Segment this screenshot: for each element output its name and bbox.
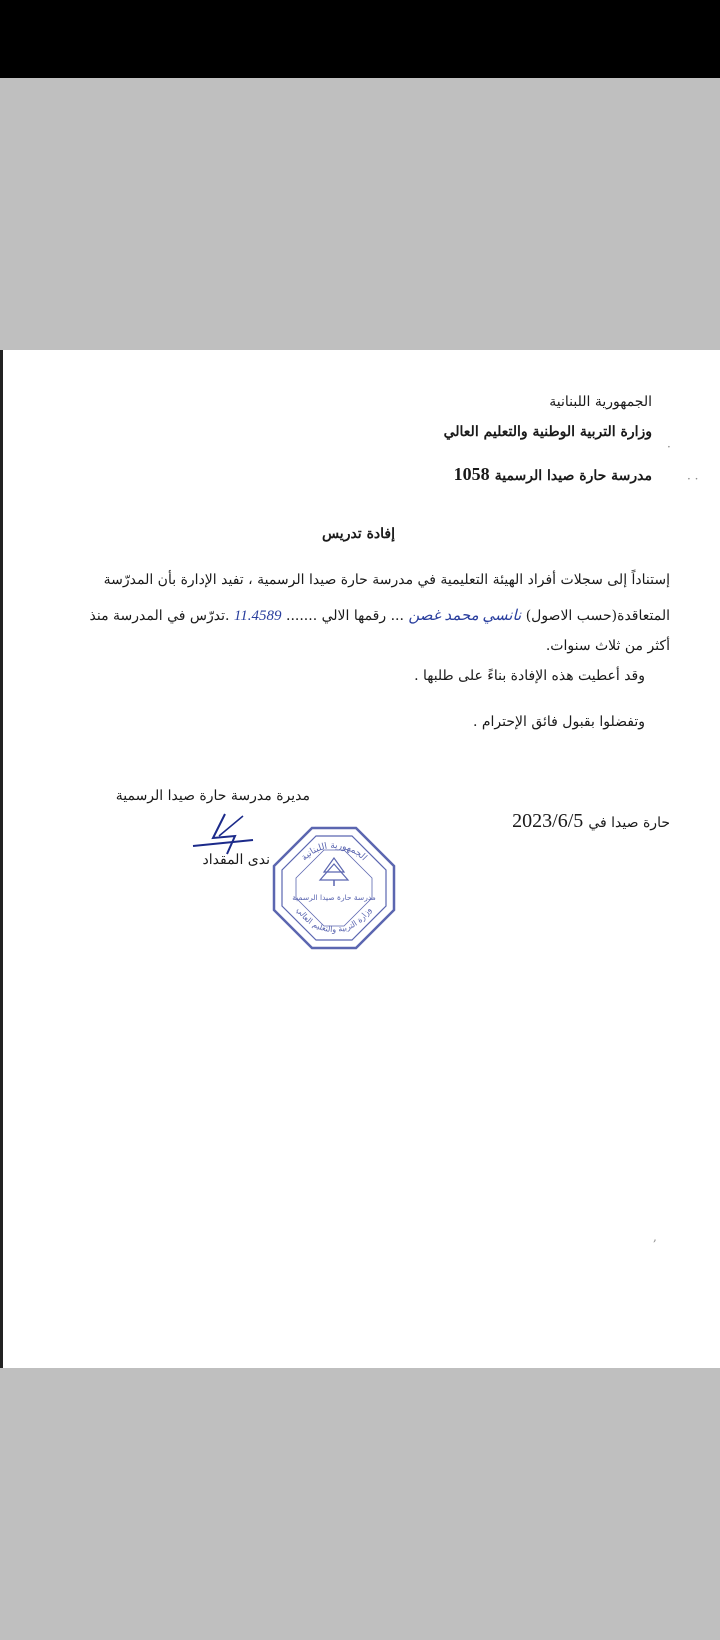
cedar-icon	[320, 858, 348, 886]
svg-text:وزارة التربية والتعليم العالي	[295, 906, 373, 934]
stamp-inner-text: مدرسة حارة صيدا الرسمية	[292, 893, 376, 902]
teacher-name: نانسي محمد غصن	[408, 608, 522, 624]
contract-text: المتعاقدة(حسب الاصول)	[525, 608, 670, 624]
official-stamp	[270, 824, 398, 952]
status-bar	[0, 0, 720, 78]
svg-text:الجمهورية اللبنانية	[300, 841, 369, 863]
stamp-bottom-text: وزارة التربية والتعليم العالي	[294, 905, 374, 935]
stamp-top-text: الجمهورية اللبنانية	[299, 840, 369, 864]
school-number: 1058	[453, 464, 490, 484]
date-value: 2023/6/5	[512, 810, 584, 832]
body-line-1: إستناداً إلى سجلات أفراد الهيئة التعليمية في مدرسة حارة صيدا الرسمية ، تفيد الإدارة بأن المدرّسة	[103, 572, 670, 588]
employee-number: 11.4589	[233, 608, 282, 624]
document-title: إفادة تدريس	[321, 526, 395, 542]
body-line-4: وقد أعطيت هذه الإفادة بناءً على طلبها .	[414, 668, 645, 684]
scan-mark: · ·	[687, 472, 699, 486]
date-place: حارة صيدا في	[588, 815, 670, 831]
body-line-3: أكثر من ثلاث سنوات.	[545, 638, 670, 654]
scan-mark: ·	[667, 440, 671, 454]
school-heading	[454, 464, 652, 485]
date-line	[512, 810, 670, 833]
closing-line: وتفضلوا بقبول فائق الإحترام .	[472, 714, 645, 730]
ministry-heading: وزارة التربية الوطنية والتعليم العالي	[443, 424, 652, 440]
republic-heading: الجمهورية اللبنانية	[549, 394, 652, 410]
school-name: مدرسة حارة صيدا الرسمية	[494, 468, 652, 484]
signature-role: مديرة مدرسة حارة صيدا الرسمية	[115, 788, 310, 804]
handwritten-signature	[183, 806, 263, 856]
signatory-name: ندى المقداد	[202, 852, 270, 868]
body-line-2	[90, 606, 670, 625]
scan-mark: ,	[653, 1230, 657, 1244]
number-label: ... رقمها الالي .......	[286, 608, 404, 624]
teaching-text: .تدرّس في المدرسة منذ	[89, 608, 230, 624]
